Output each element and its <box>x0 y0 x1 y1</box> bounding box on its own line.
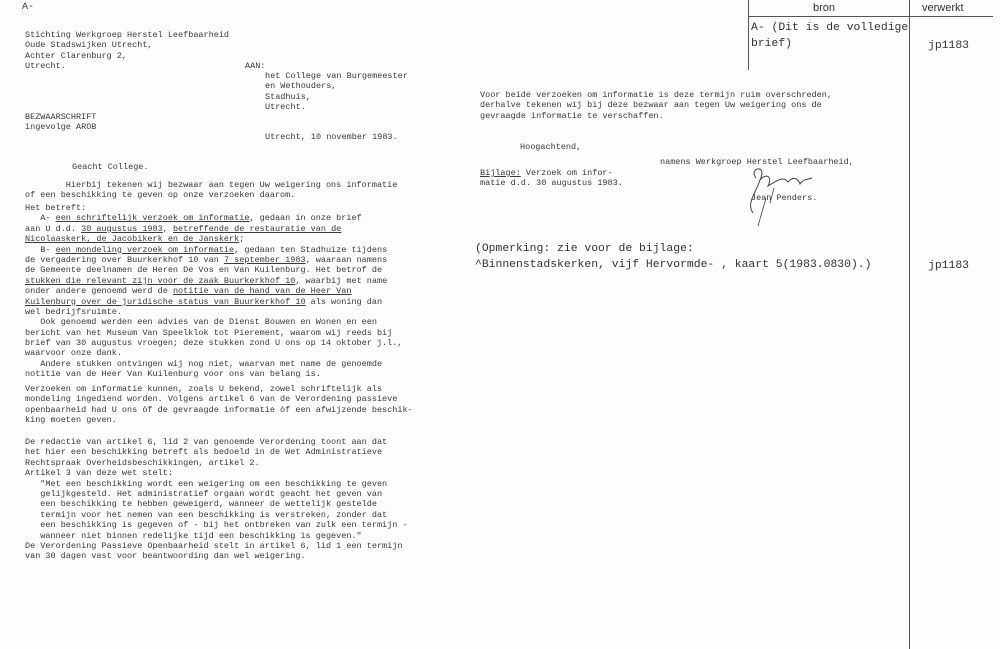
sender-address <box>25 30 229 72</box>
text-line: ^Binnenstadskerken, vijf Hervormde- , kaart 5(1983.0830).) <box>475 259 872 271</box>
text-line: Voor beide verzoeken om informatie is deze termijn ruim overschreden, <box>480 90 832 100</box>
bijlage-line-1: Verzoek om infor- <box>520 168 613 178</box>
text-segment: Het betreft: <box>25 203 87 213</box>
text-line <box>25 359 402 369</box>
text-line: ingevolge AROB <box>25 122 97 133</box>
text-line: het hier een beschikking betreft als bedoeld in de Wet Administratieve <box>25 447 383 458</box>
text-segment: de vergadering over Buurkerkhof 10 van <box>25 254 224 265</box>
text-line: king moeten geven. <box>25 415 117 426</box>
bijlage <box>480 168 623 189</box>
underlined-text: stukken die relevant zijn voor de zaak Buurkerkhof 10 <box>25 275 296 286</box>
text-line <box>25 328 402 338</box>
text-line <box>25 286 402 296</box>
text-segment: bericht van het Museum Van Speelklok tot Pierement, waarom wij reeds bij <box>25 327 393 338</box>
text-line: Achter Clarenburg 2, <box>25 50 128 61</box>
text-segment: , waarbij met name <box>295 275 388 286</box>
text-line <box>25 307 402 317</box>
text-segment: waarvoor onze dank. <box>25 348 122 359</box>
text-segment: notitie van de Heer Van Kuilenburg voor ons van belang is. <box>25 369 321 380</box>
text-line <box>25 234 402 244</box>
underlined-text: Kuilenburg over de juridische status van Buurkerkhof 10 <box>25 296 306 307</box>
text-line: van 30 dagen vast voor beantwoording dan wel weigering. <box>25 551 306 562</box>
underlined-text: een schriftelijk verzoek om informatie <box>55 213 250 224</box>
text-line <box>25 348 402 358</box>
text-line: BEZWAARSCHRIFT <box>25 112 97 122</box>
text-line: een beschikking te hebben geweigerd, wanneer de wettelijk gestelde <box>25 499 377 510</box>
redactie-paragraph <box>25 437 408 562</box>
column-header-bron: bron <box>813 2 836 14</box>
underlined-text: notitie van de hand van de Heer Van <box>172 286 352 297</box>
text-segment: , gedaan in onze brief <box>249 213 362 224</box>
text-segment: brief van 30 augustus vroegen; deze stukken zond U ons op 14 oktober j.l., <box>25 338 403 349</box>
closing-paragraph <box>480 90 832 121</box>
table-divider-right <box>909 0 910 649</box>
underlined-text: een mondeling verzoek om informatie <box>55 244 235 255</box>
bron-entry <box>751 20 908 52</box>
subject <box>25 112 96 133</box>
underlined-text: 7 september 1983 <box>223 254 306 265</box>
betreft-section <box>25 203 402 380</box>
verwerkt-entry: jp1183 <box>928 40 970 52</box>
text-segment: aan U d.d. <box>25 223 82 234</box>
greeting: Hoogachtend, <box>520 142 582 152</box>
text-line: Hierbij tekenen wij bezwaar aan tegen Uw weigering ons informatie <box>25 180 398 190</box>
text-line: derhalve tekenen wij bij deze bezwaar aan tegen Uw weigering ons de <box>480 100 822 111</box>
underlined-text: Nicolaaskerk, de Jacobikerk en de Janskerk <box>25 234 240 245</box>
text-line: De Verordening Passieve Openbaarheid stelt in artikel 6, lid 1 een termijn <box>25 540 403 551</box>
text-line: en Wethouders, <box>265 81 337 92</box>
aan-label: AAN: <box>245 61 266 71</box>
underlined-text: 30 augustus 1983 <box>81 223 163 234</box>
text-line: mondeling ingediend worden. Volgens artikel 6 van de Verordening passieve <box>25 394 398 405</box>
bijlage-line-2: matie d.d. 30 augustus 1983. <box>480 178 623 189</box>
remark <box>475 241 871 273</box>
text-segment: als woning dan <box>305 296 383 307</box>
text-line: brief) <box>751 38 793 50</box>
text-line: gevraagde informatie te verschaffen. <box>480 110 664 121</box>
text-line: het College van Burgemeester <box>265 71 408 81</box>
namens-line: namens Werkgroep Herstel Leefbaarheid, <box>660 157 854 167</box>
text-line <box>25 297 402 307</box>
column-header-verwerkt: verwerkt <box>922 2 964 14</box>
verwerkt-entry-2: jp1183 <box>928 260 970 272</box>
text-line: Utrecht. <box>25 61 66 72</box>
text-line: Oude Stadswijken Utrecht, <box>25 40 153 51</box>
text-segment: de Gemeente deelnamen de Heren De Vos en Van Kuilenburg. Het betrof de <box>25 265 383 276</box>
text-line: Artikel 3 van deze wet stelt: <box>25 468 173 479</box>
text-line: Verzoeken om informatie kunnen, zoals U bekend, zowel schriftelijk als <box>25 384 383 394</box>
table-divider-left <box>748 0 749 70</box>
text-line: (Opmerking: zie voor de bijlage: <box>475 243 694 255</box>
text-line: Stadhuis, <box>265 91 311 102</box>
text-line: wanneer niet binnen redelijke tijd een beschikking is gegeven." <box>25 530 362 541</box>
page-mark: A- <box>22 2 35 13</box>
intro-paragraph <box>25 180 397 201</box>
text-line <box>25 338 402 348</box>
text-line: termijn voor het nemen van een beschikking is verstreken, zonder dat <box>25 509 388 520</box>
text-line: Stichting Werkgroep Herstel Leefbaarheid <box>25 30 230 40</box>
text-line <box>25 224 402 234</box>
text-line: A- (Dit is de volledige <box>751 22 909 34</box>
text-segment: , gedaan ten Stadhuize tijdens <box>234 244 388 255</box>
salutation: Geacht College. <box>72 162 149 172</box>
text-line <box>25 245 402 255</box>
text-line <box>25 317 402 327</box>
table-header-rule <box>748 16 993 17</box>
text-line: Rechtspraak Overheidsbeschikkingen, artikel 2. <box>25 457 260 468</box>
text-line <box>25 255 402 265</box>
text-line <box>25 369 402 379</box>
text-segment: A- <box>25 213 56 224</box>
text-segment: , <box>162 223 173 234</box>
text-segment: onder andere genoemd werd de <box>25 286 173 297</box>
text-segment: B- <box>25 244 56 255</box>
text-line <box>25 203 402 213</box>
verzoeken-paragraph <box>25 384 413 426</box>
text-segment: Ook genoemd werden een advies van de Dienst Bouwen en Wonen en een <box>25 317 377 328</box>
text-line: een beschikking is gegeven of - bij het ontbreken van zulk een termijn - <box>25 520 408 531</box>
text-line <box>25 213 402 223</box>
text-line: De redactie van artikel 6, lid 2 van genoemde Verordening toont aan dat <box>25 437 388 447</box>
text-segment: wel bedrijfsruimte. <box>25 306 122 317</box>
underlined-text: betreffende de restauratie van de <box>172 223 342 234</box>
text-line: openbaarheid had U ons òf de gevraagde informatie òf een afwijzende beschik- <box>25 404 413 415</box>
text-segment: Andere stukken ontvingen wij nog niet, waarvan met name de genoemde <box>25 358 383 369</box>
text-line <box>25 276 402 286</box>
text-line: of een beschikking te geven op onze verzoeken daarom. <box>25 190 296 201</box>
bijlage-label: Bijlage: <box>480 168 521 178</box>
text-line <box>25 265 402 275</box>
text-line: "Met een beschikking wordt een weigering om een beschikking te geven <box>25 478 388 489</box>
signer-name: Jean Penders. <box>751 193 818 203</box>
letter-date: Utrecht, 10 november 1983. <box>265 132 398 142</box>
text-line: Utrecht. <box>265 102 306 113</box>
addressee <box>265 71 408 113</box>
text-segment: , waaraan namens <box>305 254 388 265</box>
text-segment: ; <box>239 234 245 245</box>
text-line: gelijkgesteld. Het administratief orgaan wordt geacht het geven van <box>25 488 383 499</box>
